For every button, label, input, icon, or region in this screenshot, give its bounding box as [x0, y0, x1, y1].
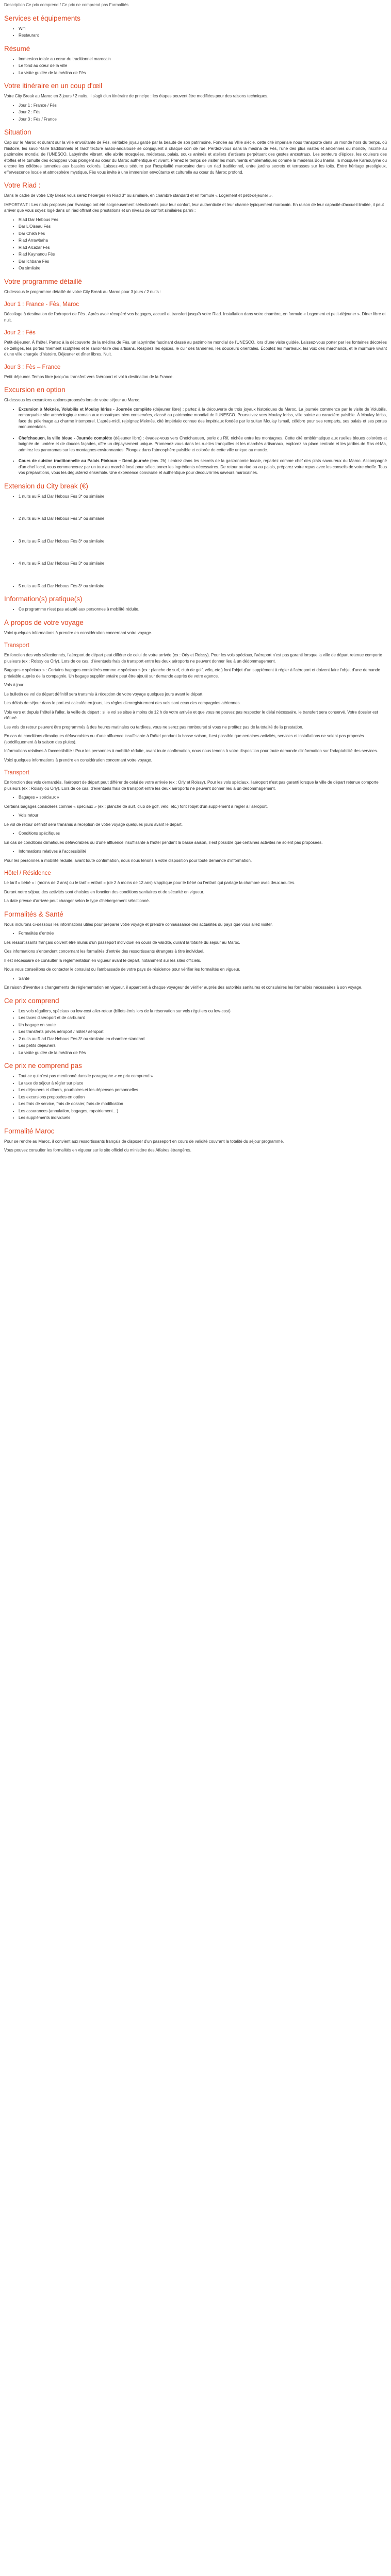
price-excludes-item: • Les déjeuners et dîners, pourboires et les dépenses personnelles [19, 1087, 387, 1093]
excursion-item [19, 435, 387, 453]
riad-option: • Dar Chikh Fès [19, 231, 387, 237]
transport2-intro: En fonction des vols demandés, l'aéroport de départ peut différer de celui de votre arrivée (ex : Orly et Roissy). Pour les vols spéciaux, l'aéroport n'est pas garanti lorsque la ville de départ retenue comporte plusieurs (ex : Roissy ou Orly). Lors de ce cas, d'éventuels frais de transport entre les deux aéroports ne peuvent donner lieu à un dédommagement. [4, 780, 379, 791]
riad-heading: Votre Riad : [4, 181, 41, 189]
day3-text: Petit-déjeuner. Temps libre jusqu'au transfert vers l'aéroport et vol à destination de la France. [4, 374, 174, 379]
situation-heading: Situation [4, 128, 31, 136]
price-excludes-item: • La taxe de séjour à régler sur place [19, 1080, 387, 1087]
services-heading: Services et équipements [4, 14, 80, 22]
price-excludes-item: • Tout ce qui n'est pas mentionné dans le paragraphe « ce prix comprend » [19, 1073, 387, 1079]
formalites-sante-item: • Formalités d'entrée [19, 930, 387, 937]
riad-options [4, 217, 387, 272]
price-includes-item: • La visite guidée de la médina de Fès [19, 1050, 387, 1056]
itinerary-day: • Jour 2 : Fès [19, 109, 387, 115]
transport-paragraph: Vols vers et depuis l'hôtel à l'aller, la veille du départ : si le vol se situe à moins de 12 h de votre arrivée et que vous ne pouvez pas respecter le délai nécessaire, le transfert sera conservé. Votre dossier est clôturé. [4, 709, 378, 720]
excursion-intro: Ci-dessous les excursions options proposés lors de votre séjour au Maroc. [4, 398, 141, 402]
excursion-item [19, 406, 387, 430]
price-excludes-heading: Ce prix ne comprend pas [4, 1062, 82, 1070]
formalites-sante-intro: Nous inclurons ci-dessous les informations utiles pour préparer votre voyage et prendre connaissance des actualités du pays que vous allez visiter. [4, 922, 273, 927]
riad-option: • Ou similaire [19, 265, 387, 272]
riad-option: • Dar L'Oiseau Fès [19, 224, 387, 230]
transport-paragraph: Bagages « spéciaux » : Certains bagages considérés comme « spéciaux » (ex : planche de surf, club de golf, vélo, etc.) font l'objet d'un supplément à régler à l'aéroport et doivent faire l'objet d'une demande préalable auprès de la compagnie. Un bagage supplémentaire peut être ajouté sur demande auprès de votre agence. [4, 668, 380, 679]
service-item: • Wifi [19, 26, 387, 32]
transport2-item: • Informations relatives à l'accessibilité [19, 849, 387, 855]
information-item: • Ce programme n'est pas adapté aux personnes à mobilité réduite. [19, 606, 387, 613]
about-heading: À propos de votre voyage [4, 618, 84, 626]
transport-paragraph: Informations relatives à l'accessibilité : Pour les personnes à mobilité réduite, avant toute confirmation, nous nous tenons à votre disposition pour toute demande d'information sur l'adaptabilité des services. [4, 749, 378, 753]
price-includes-item: • 2 nuits au Riad Dar Hebous Fès 3* ou similaire en chambre standard [19, 1036, 387, 1042]
hotel-paragraph: Le tarif « bébé » : (moins de 2 ans) ou le tarif « enfant » (de 2 à moins de 12 ans) s'applique pour le bébé ou l'enfant qui partage la chambre avec deux adultes. [4, 880, 296, 885]
transport2-extra: Certains bagages considérés comme « spéciaux » (ex : planche de surf, club de golf, vélo, etc.) font l'objet d'un supplément à régler à l'aéroport. [4, 804, 268, 809]
excursion-text: (env. 2h) : entrez dans les secrets de la gastronomie locale, repartez comme chef des plats savoureux du Maroc. Accompagné d'un chef local, vous commencerez par un tour au marché local pour sélectionner les ingrédients nécessaires. De retour au riad ou au palais, préparez votre repas avec les conseils de votre cheffe. Tous vos préparations, vous les dégusterez ensemble. Une expérience conviviale et authentique pour découvrir les saveurs marocaines. [19, 459, 387, 475]
excursion-list [4, 406, 387, 476]
transport2-list [4, 849, 387, 855]
formalites-sante-list [4, 930, 387, 937]
resume-list [4, 56, 387, 76]
transport-paragraph: Les vols de retour peuvent être programmés à des heures matinales ou tardives, vous ne serez pas remboursé si vous ne profitez pas de la totalité de la prestation. [4, 724, 303, 730]
price-includes-list [4, 1008, 387, 1056]
resume-heading: Résumé [4, 44, 30, 53]
riad-text: Dans le cadre de votre City Break vous serez hébergés en Riad 3* ou similaire, en chambre standard et en formule « Logement et petit-déjeuner ». [4, 193, 273, 198]
day1-text: Décollage à destination de l'aéroport de Fès . Après avoir récupéré vos bagages, accueil et transfert jusqu'à votre Riad. Installation dans votre chambre, en formule « Logement et petit-déjeuner ». Dîner libre et nuit. [4, 312, 386, 323]
price-includes-item: • Les transferts privés aéroport / hôtel / aéroport [19, 1029, 387, 1035]
excursion-item [19, 458, 387, 476]
formalites-sante-heading: Formalités & Santé [4, 910, 63, 918]
transport-paragraph: En fonction des vols sélectionnés, l'aéroport de départ peut différer de celui de votre arrivée (ex : Orly et Roissy). Pour les vols spéciaux, l'aéroport n'est pas garanti lorsque la ville de départ retenue comporte plusieurs (ex : Roissy ou Orly). Lors de ce cas, d'éventuels frais de transport entre les deux aéroports ne peuvent donner lieu à un dédommagement. [4, 653, 382, 664]
price-excludes-item: • Les assurances (annulation, bagages, rapatriement…) [19, 1108, 387, 1114]
transport2-extra: En cas de conditions climatiques défavorables ou d'une affluence insuffisante à l'hôtel pendant la basse saison, il est possible que certaines activités ne soient pas proposées. [4, 840, 323, 845]
riad-option: • Riad Arrawbaha [19, 238, 387, 244]
formalite-maroc-heading: Formalité Maroc [4, 1127, 55, 1135]
transport-paragraph: Les délais de séjour dans le port est calculée en jours, les règles d'enregistrement des vols sont ceux des compagnies aériennes. [4, 701, 241, 705]
price-excludes-item: • Les suppléments individuels [19, 1115, 387, 1121]
hotel-paragraph: Durant notre séjour, des activités sont choisies en fonction des conditions sanitaires et de sécurité en vigueur. [4, 889, 204, 894]
transport-paragraph: Vols à jour [4, 683, 24, 687]
extension-item: • 2 nuits au Riad Dar Hebous Fès 3* ou similaire [19, 516, 387, 522]
riad-option: • Riad Dar Hebous Fès [19, 217, 387, 223]
transport2-extra: Le vol de retour définitif sera transmis à réception de votre voyage quelques jours avant le départ. [4, 822, 183, 827]
extension-item: • 5 nuits au Riad Dar Hebous Fès 3* ou similaire [19, 583, 387, 589]
transport-paragraph: Le bulletin de vol de départ définitif sera transmis à réception de votre voyage quelques jours avant le départ. [4, 691, 204, 697]
transport2-list [4, 831, 387, 837]
price-includes-heading: Ce prix comprend [4, 996, 59, 1005]
program-heading: Votre programme détaillé [4, 277, 82, 285]
price-excludes-item: • Les excursions proposées en option [19, 1094, 387, 1100]
extension-item: • 3 nuits au Riad Dar Hebous Fès 3* ou similaire [19, 538, 387, 545]
hotel-paragraph: La date prévue d'arrivée peut changer selon le type d'hébergement sélectionné. [4, 899, 150, 903]
information-heading: Information(s) pratique(s) [4, 595, 83, 603]
situation-text: Cap sur le Maroc et durant sur la ville envoûtante de Fès, véritable joyau gardé par la beauté de son patrimoine. Fondée au VIIIe siècle, cette cité impériale nous transporte dans un monde hors du temps, où l'histoire, les savoir-faire traditionnels et l'architecture arabo-andalouse se conjuguent à chaque coin de rue. Perdez-vous dans la médina de Fès, l'une des plus vastes et anciennes du monde, inscrite au patrimoine mondial de l'UNESCO. Labyrinthe vibrant, elle abrite mosquées, médersas, palais, souks animés et ateliers d'artisans perpétuant des gestes ancestraux. Les senteurs d'épices, les couleurs des étoffes et le tumulte des échoppes vous plongent au cœur du Maroc authentique et vivant. Prenez le temps de visiter les monuments emblématiques comme la médersa Bou Inania, la mosquée Karaouiyine ou encore les célèbres tanneries aux bassins colorés. Laissez-vous séduire par l'hospitalité marocaine dans un riad traditionnel, entre jardins secrets et terrasses sur les toits. Entre héritage prestigieux, effervescence locale et atmosphère mystique, Fès vous invite à une immersion envoûtante et culturelle au cœur du Maroc profond. [4, 140, 387, 175]
price-includes-item: • Les taxes d'aéroport et de carburant [19, 1015, 387, 1021]
day1-title: Jour 1 : France - Fès, Maroc [4, 301, 79, 308]
excursion-title: Excursion à Meknès, Volubilis et Moulay Idriss - Journée complète [19, 406, 152, 412]
formalites-paragraph: Nous vous conseillons de contacter le consulat ou l'ambassade de votre pays de résidence pour vérifier les formalités en vigueur. [4, 967, 240, 972]
health-text: En raison d'éventuels changements de réglementation en vigueur, il appartient à chaque voyageur de vérifier auprès des autorités sanitaires et consulaires les formalités nécessaires à son voyage. [4, 985, 363, 990]
riad-option: • Riad Kaynanou Fès [19, 251, 387, 258]
extension-heading: Extension du City break (€) [4, 482, 88, 490]
excursion-heading: Excursion en option [4, 386, 66, 394]
formalite-maroc-text: Vous pouvez consulter les formalités en vigueur sur le site officiel du ministère des Affaires étrangères. [4, 1148, 192, 1153]
transport2-item: • Conditions spécifiques [19, 831, 387, 837]
riad-option: • Dar Ichbane Fès [19, 259, 387, 265]
price-includes-item: • Les vols réguliers, spéciaux ou low-cost aller-retour (billets émis lors de la réservation sur vols réguliers ou low-cost) [19, 1008, 387, 1014]
transport2-list [4, 812, 387, 819]
resume-item: • La visite guidée de la médina de Fès [19, 70, 387, 76]
itinerary-intro: Votre City Break au Maroc en 3 jours / 2 nuits. Il s'agit d'un itinéraire de principe : les étapes peuvent être modifiées pour des raisons techniques. [4, 94, 269, 98]
transport-heading: Transport [4, 642, 29, 649]
information-list [4, 606, 387, 613]
price-includes-item: • Un bagage en soute [19, 1022, 387, 1028]
excursion-text: (déjeuner libre) : évadez-vous vers Chefchaouen, perle du Rif, nichée entre les montagnes. Cette cité emblématique aux ruelles bleues colorées et baignée de lumière et de douces façades, offre un dépaysement unique. Promenez-vous dans les ruelles tranquilles et les marchés artisanaux, explorez sa place centrale et les jardins de Ras el-Ma, admirez les panoramas sur les montagnes environnantes. Plongez dans l'atmosphère paisible et colorée de cette ville unique au monde. [19, 435, 387, 452]
formalites-paragraph: Il est nécessaire de consulter la réglementation en vigueur avant le départ, notamment sur les sites officiels. [4, 958, 201, 963]
extension-item: • 4 nuits au Riad Dar Hebous Fès 3* ou similaire [19, 561, 387, 567]
transport2-item: • Vols retour [19, 812, 387, 819]
health-item: • Santé [19, 976, 387, 982]
itinerary-day: • Jour 1 : France / Fès [19, 103, 387, 109]
formalites-paragraph: Les ressortissants français doivent être munis d'un passeport individuel en cours de validité, durant la totalité du séjour au Maroc. [4, 940, 240, 945]
extension-item: • 1 nuits au Riad Dar Hebous Fès 3* ou similaire [19, 494, 387, 500]
riad-option: • Riad Alcazar Fès [19, 245, 387, 251]
service-item: • Restaurant [19, 32, 387, 39]
about-text: Voici quelques informations à prendre en considération concernant votre voyage. [4, 630, 152, 635]
price-excludes-item: • Les frais de service, frais de dossier, frais de modification [19, 1101, 387, 1107]
transport-paragraph: En cas de conditions climatiques défavorables ou d'une affluence insuffisante à l'hôtel pendant la basse saison, il est possible que certaines activités, services et installations ne soient pas proposés (spécifiquement à la saison des pluies). [4, 734, 364, 744]
transport2-heading: Transport [4, 770, 29, 776]
excursion-title: Chefchaouen, la ville bleue - Journée complète [19, 435, 112, 440]
day2-title: Jour 2 : Fès [4, 330, 36, 336]
hotel-heading: Hôtel / Résidence [4, 870, 51, 876]
excursion-text: (déjeuner libre) : partez à la découverte de trois joyaux historiques du Maroc. La journée commence par le visite de Volubilis, remarquable site archéologique romain aux mosaïques bien conservées, classé au patrimoine mondial de l'UNESCO. Poursuivez vers Moulay Idriss, ville sainte au caractère paisible. À Moulay Idriss, face du pèlerinage au charme intemporel. L'après-midi, rejoignez Meknès, cité impériale connue des impériaux fondée par le sultan Moulay Ismaïl, célèbre pour ses remparts, ses palais et ses portes monumentales. [19, 406, 387, 429]
resume-item: • Immersion totale au cœur du traditionnel marocain [19, 56, 387, 62]
excursion-title: Cours de cuisine traditionnelle au Palais Pinkoun – Demi-journée [19, 459, 149, 463]
day2-text: Petit-déjeuner. À l'hôtel. Partez à la découverte de la médina de Fès, un labyrinthe fascinant classé au patrimoine mondial de l'UNESCO, lors d'une visite guidée. Laissez-vous porter par les fontaines décorées de zelliges, les portes finement sculptées et le savoir-faire des artisans. Respirez les épices, le cuir des tanneries, les douceurs orientales. Écoutez les marteaux, les voix des marchands, et le murmure vivant d'une ville chargée d'histoire. Déjeuner et dîner libres. Nuit. [4, 340, 387, 357]
formalites-paragraph: Ces informations s'entendent concernant les formalités d'entrée des ressortissants étrangers à titre individuel. [4, 949, 205, 954]
formalite-maroc-text: Pour se rendre au Maroc, il convient aux ressortissants français de disposer d'un passeport en cours de validité couvrant la totalité du séjour programmé. [4, 1139, 284, 1144]
price-includes-item: • Les petits déjeuners [19, 1043, 387, 1049]
program-intro: Ci-dessous le programme détaillé de votre City Break au Maroc pour 3 jours / 2 nuits : [4, 289, 161, 294]
itinerary-heading: Votre itinéraire en un coup d'œil [4, 82, 103, 90]
price-excludes-list [4, 1073, 387, 1121]
itinerary-days [4, 103, 387, 123]
riad-important: IMPORTANT : Les riads proposés par Évasiogo ont été soigneusement sélectionnés pour leur confort, leur authenticité et leur charme typiquement marocain. En raison de leur capacité d'accueil limitée, il peut arriver que vous soyez logé dans un riad offrant des prestations et un niveau de confort similaires parmi : [4, 202, 384, 213]
health-list [4, 976, 387, 982]
itinerary-day: • Jour 3 : Fès / France [19, 116, 387, 123]
transport2-list [4, 794, 387, 801]
page [0, 0, 391, 1154]
intro-text: Description Ce prix comprend / Ce prix ne comprend pas Formalités [4, 3, 128, 7]
extension-list [4, 494, 387, 589]
transport-paragraph: Voici quelques informations à prendre en considération concernant votre voyage. [4, 757, 152, 762]
resume-item: • Le fond au cœur de la ville [19, 63, 387, 69]
services-list [4, 26, 387, 39]
transport2-extra: Pour les personnes à mobilité réduite, avant toute confirmation, nous nous tenons à votre disposition pour toute demande d'information. [4, 858, 252, 863]
day3-title: Jour 3 : Fès – France [4, 364, 61, 370]
transport2-item: • Bagages « spéciaux » [19, 794, 387, 801]
